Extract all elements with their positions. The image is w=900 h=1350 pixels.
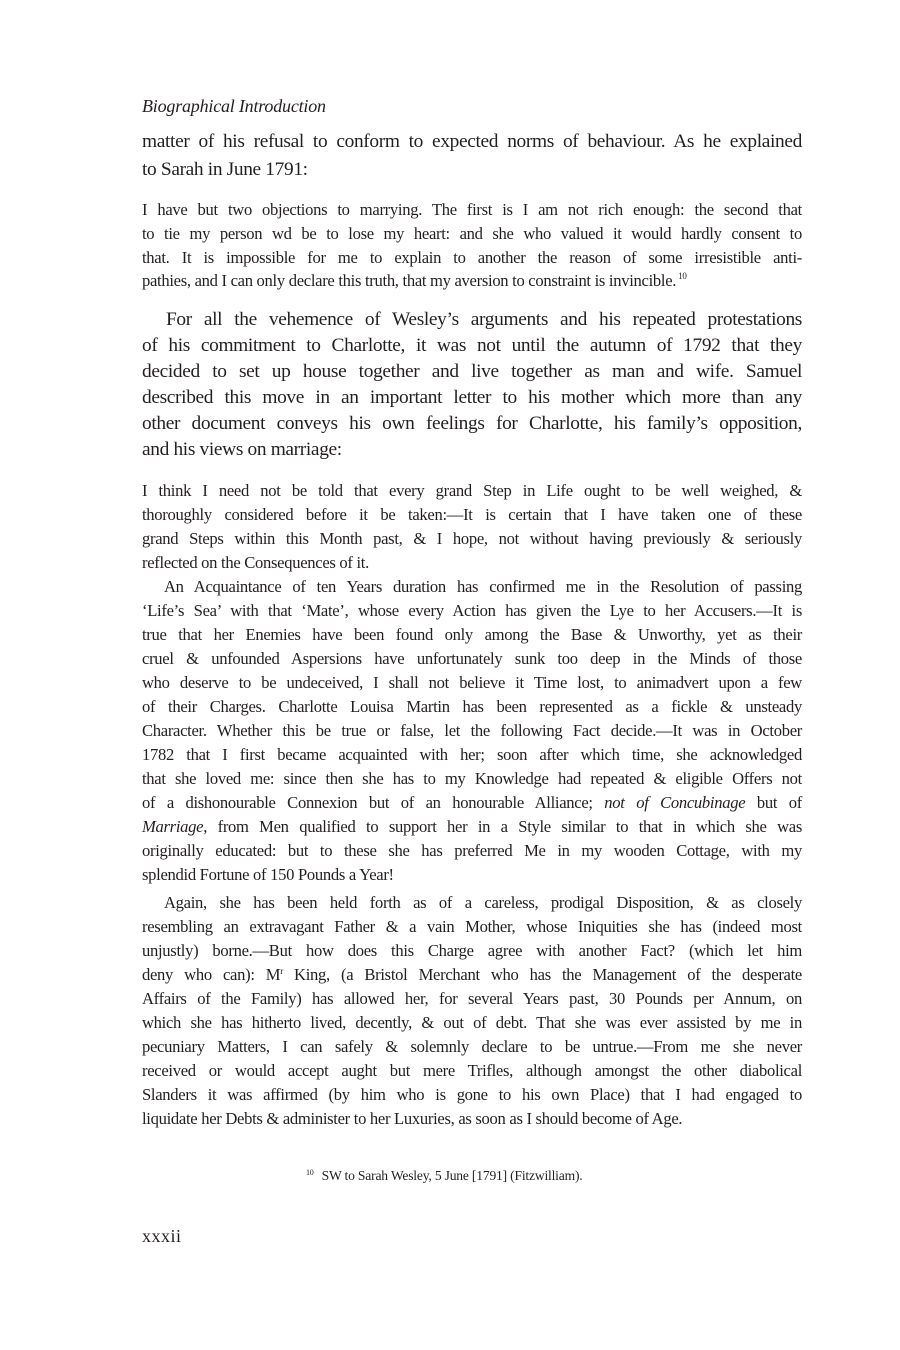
quote-line: unjustly) borne.—But how does this Charge agree with another Fact? (which let him <box>142 941 802 960</box>
superscript: r <box>280 966 283 976</box>
quote-line: 1782 that I first became acquainted with her; soon after which time, she acknowledged <box>142 745 802 764</box>
quote-line: of their Charges. Charlotte Louisa Martin has been represented as a fickle & unsteady <box>142 697 802 716</box>
quote-line: grand Steps within this Month past, & I hope, not without having previously & seriously <box>142 529 802 548</box>
quote-text: King, (a Bristol Merchant who has the Management of the desperate <box>282 965 802 984</box>
footnote-number: 10 <box>306 1168 314 1177</box>
italic-emphasis: not of Concubinage <box>604 793 746 812</box>
quote-text: deny who can): M <box>142 965 281 984</box>
quote-line: liquidate her Debts & administer to her Luxuries, as soon as I should become of Age. <box>142 1109 683 1128</box>
quote-text: , from Men qualified to support her in a Style similar to that in which she was <box>203 817 802 836</box>
quote-line: who deserve to be undeceived, I shall not believe it Time lost, to animadvert upon a few <box>142 673 802 692</box>
page-number: xxxii <box>142 1226 182 1246</box>
footnote <box>306 1168 583 1184</box>
quote-line: true that her Enemies have been found only among the Base & Unworthy, yet as their <box>142 625 802 644</box>
quote-line: received or would accept aught but mere Trifles, although amongst the other diabolical <box>142 1061 802 1080</box>
quote-line: I think I need not be told that every grand Step in Life ought to be well weighed, & <box>142 481 802 500</box>
body-line: decided to set up house together and live together as man and wife. Samuel <box>142 361 802 382</box>
quote-line: ‘Life’s Sea’ with that ‘Mate’, whose every Action has given the Lye to her Accusers.—It is <box>142 601 802 620</box>
quote-line: Slanders it was affirmed (by him who is gone to his own Place) that I had engaged to <box>142 1085 802 1104</box>
quote-line: pecuniary Matters, I can safely & solemnly declare to be untrue.—From me she never <box>142 1037 802 1056</box>
body-line: other document conveys his own feelings for Charlotte, his family’s opposition, <box>142 413 802 434</box>
quote-line: originally educated: but to these she has preferred Me in my wooden Cottage, with my <box>142 841 802 860</box>
quote-line: I have but two objections to marrying. The first is I am not rich enough: the second that <box>142 200 802 219</box>
quote-line: which she has hitherto lived, decently, & out of debt. That she was ever assisted by me in <box>142 1013 802 1032</box>
body-line: and his views on marriage: <box>142 439 342 460</box>
quote-line <box>142 271 802 291</box>
quote-line: that. It is impossible for me to explain to another the reason of some irresistible anti- <box>142 248 802 267</box>
quote-line: thoroughly considered before it be taken:—It is certain that I have taken one of these <box>142 505 802 524</box>
quote-line: cruel & unfounded Aspersions have unfortunately sunk too deep in the Minds of those <box>142 649 802 668</box>
body-line: to Sarah in June 1791: <box>142 159 308 180</box>
body-line: of his commitment to Charlotte, it was not until the autumn of 1792 that they <box>142 335 802 356</box>
quote-line: to tie my person wd be to lose my heart: and she who valued it would hardly consent to <box>142 224 802 243</box>
running-head: Biographical Introduction <box>142 96 326 116</box>
footnote-ref[interactable]: 10 <box>678 271 687 281</box>
body-line: described this move in an important letter to his mother which more than any <box>142 387 802 408</box>
quote-text: but of <box>745 793 802 812</box>
quote-text: of a dishonourable Connexion but of an honourable Alliance; <box>142 793 605 812</box>
footnote-text: SW to Sarah Wesley, 5 June [1791] (Fitzwilliam). <box>321 1168 583 1183</box>
quote-line: Character. Whether this be true or false, let the following Fact decide.—It was in October <box>142 721 802 740</box>
quote-line: resembling an extravagant Father & a vain Mother, whose Iniquities she has (indeed most <box>142 917 802 936</box>
quote-line-text: pathies, and I can only declare this truth, that my aversion to constraint is invincible. <box>142 271 677 290</box>
body-line: For all the vehemence of Wesley’s arguments and his repeated protestations <box>166 309 802 330</box>
quote-line <box>142 817 802 837</box>
quote-line <box>142 793 802 813</box>
quote-line: that she loved me: since then she has to my Knowledge had repeated & eligible Offers not <box>142 769 802 788</box>
italic-emphasis: Marriage <box>142 817 204 836</box>
quote-line <box>142 965 802 985</box>
quote-line: reflected on the Consequences of it. <box>142 553 369 572</box>
quote-line: An Acquaintance of ten Years duration has confirmed me in the Resolution of passing <box>164 577 802 596</box>
quote-line: Affairs of the Family) has allowed her, for several Years past, 30 Pounds per Annum, on <box>142 989 802 1008</box>
body-line: matter of his refusal to conform to expected norms of behaviour. As he explained <box>142 131 802 152</box>
quote-line: splendid Fortune of 150 Pounds a Year! <box>142 865 394 884</box>
quote-line: Again, she has been held forth as of a careless, prodigal Disposition, & as closely <box>164 893 802 912</box>
